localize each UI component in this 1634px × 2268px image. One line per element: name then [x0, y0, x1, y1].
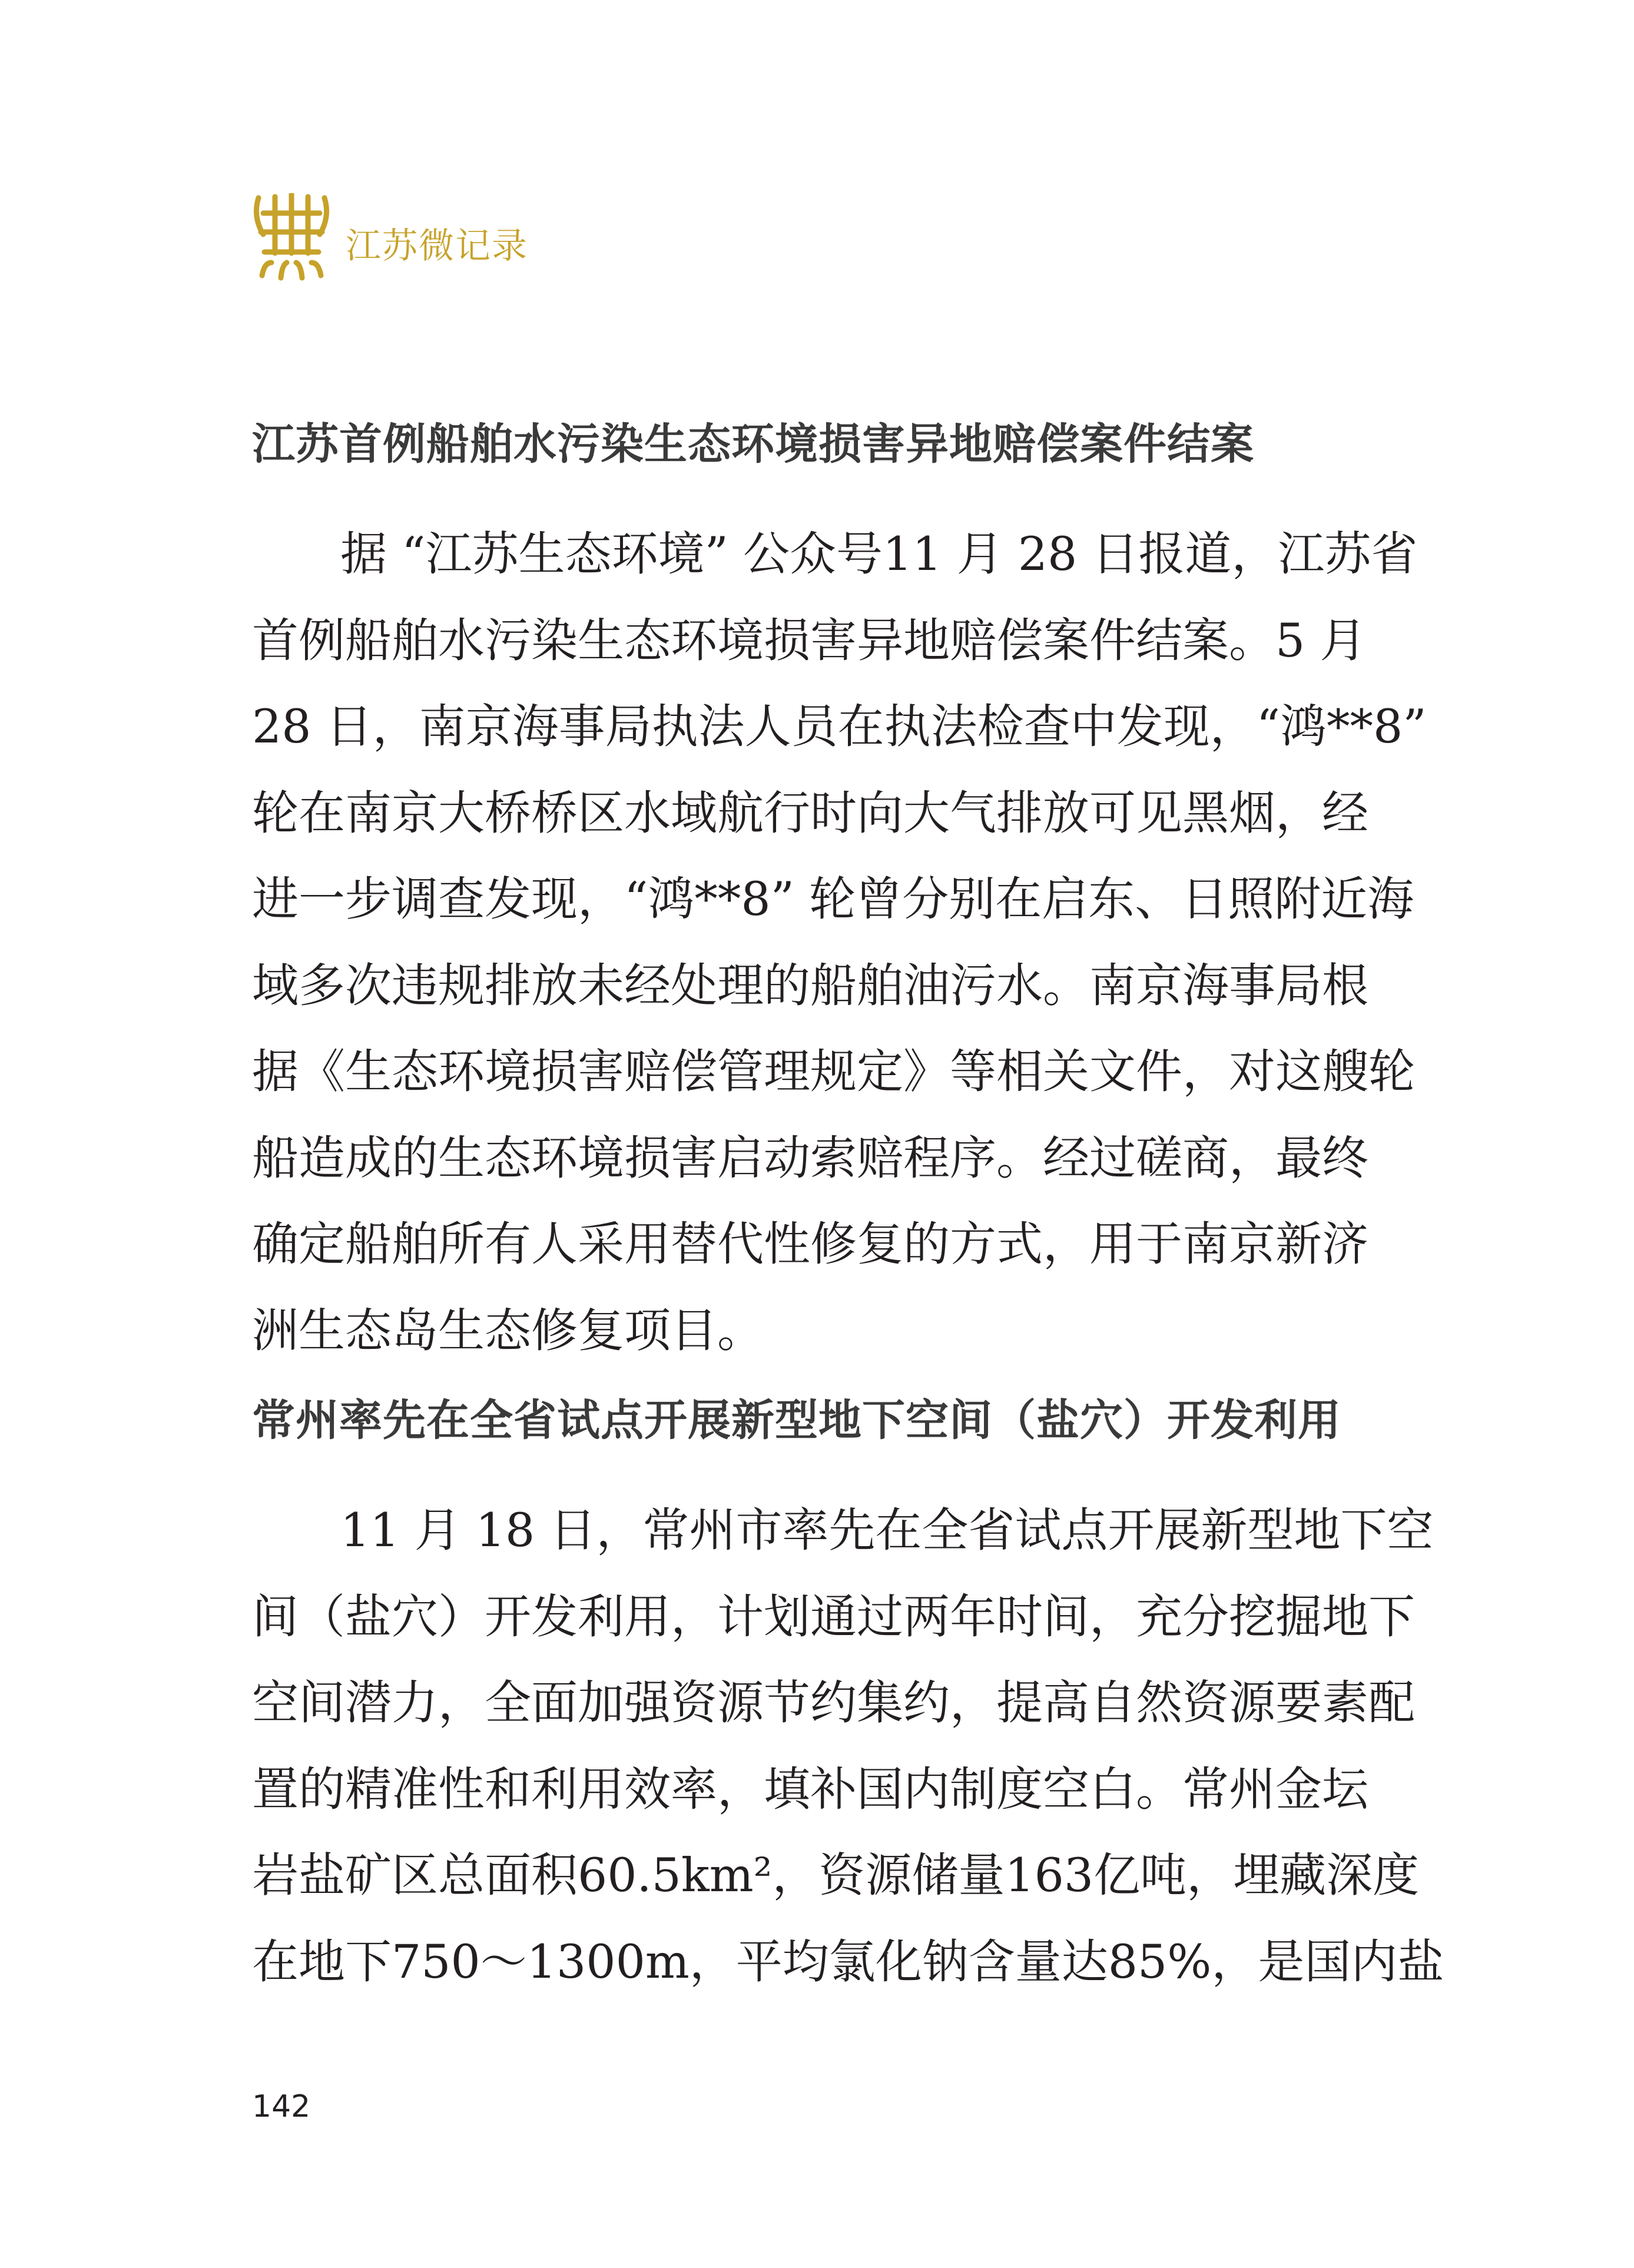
- body-line: 据《生态环境损害赔偿管理规定》等相关文件，对这艘轮: [252, 1045, 1415, 1099]
- body-line: 首例船舶水污染生态环境损害异地赔偿案件结案。5 月: [252, 613, 1367, 668]
- article-headline: 江苏首例船舶水污染生态环境损害异地赔偿案件结案: [252, 419, 1254, 469]
- body-line: 进一步调查发现，“鸿**8” 轮曾分别在启东、日照附近海: [252, 872, 1414, 926]
- section-title: 江苏微记录: [346, 226, 528, 267]
- body-line: 洲生态岛生态修复项目。: [252, 1303, 764, 1358]
- body-line: 轮在南京大桥桥区水域航行时向大气排放可见黑烟，经: [252, 785, 1368, 840]
- body-line: 28 日，南京海事局执法人员在执法检查中发现，“鸿**8”: [252, 699, 1427, 754]
- body-line: 间（盐穴）开发利用，计划通过两年时间，充分挖掘地下: [252, 1589, 1415, 1644]
- body-line: 置的精准性和利用效率，填补国内制度空白。常州金坛: [252, 1762, 1368, 1816]
- body-line: 岩盐矿区总面积60.5km²，资源储量163亿吨，埋藏深度: [252, 1848, 1420, 1902]
- page-header: [250, 190, 528, 284]
- body-line: 11 月 18 日，常州市率先在全省试点开展新型地下空: [340, 1503, 1434, 1557]
- body-line: 空间潜力，全面加强资源节约集约，提高自然资源要素配: [252, 1676, 1415, 1730]
- body-line: 域多次违规排放未经处理的船舶油污水。南京海事局根: [252, 958, 1368, 1013]
- body-line: 确定船舶所有人采用替代性修复的方式，用于南京新济: [252, 1217, 1368, 1271]
- jiangsu-emblem-icon: [250, 193, 333, 281]
- article-body: [252, 1487, 1444, 2005]
- body-line: 船造成的生态环境损害启动索赔程序。经过磋商，最终: [252, 1130, 1368, 1185]
- article-body: [252, 511, 1427, 1374]
- body-line: 据 “江苏生态环境” 公众号11 月 28 日报道，江苏省: [340, 527, 1418, 581]
- page-number: 142: [252, 2089, 311, 2124]
- article-headline: 常州率先在全省试点开展新型地下空间（盐穴）开发利用: [252, 1395, 1341, 1445]
- body-line: 在地下750～1300m，平均氯化钠含量达85%，是国内盐: [252, 1934, 1444, 1989]
